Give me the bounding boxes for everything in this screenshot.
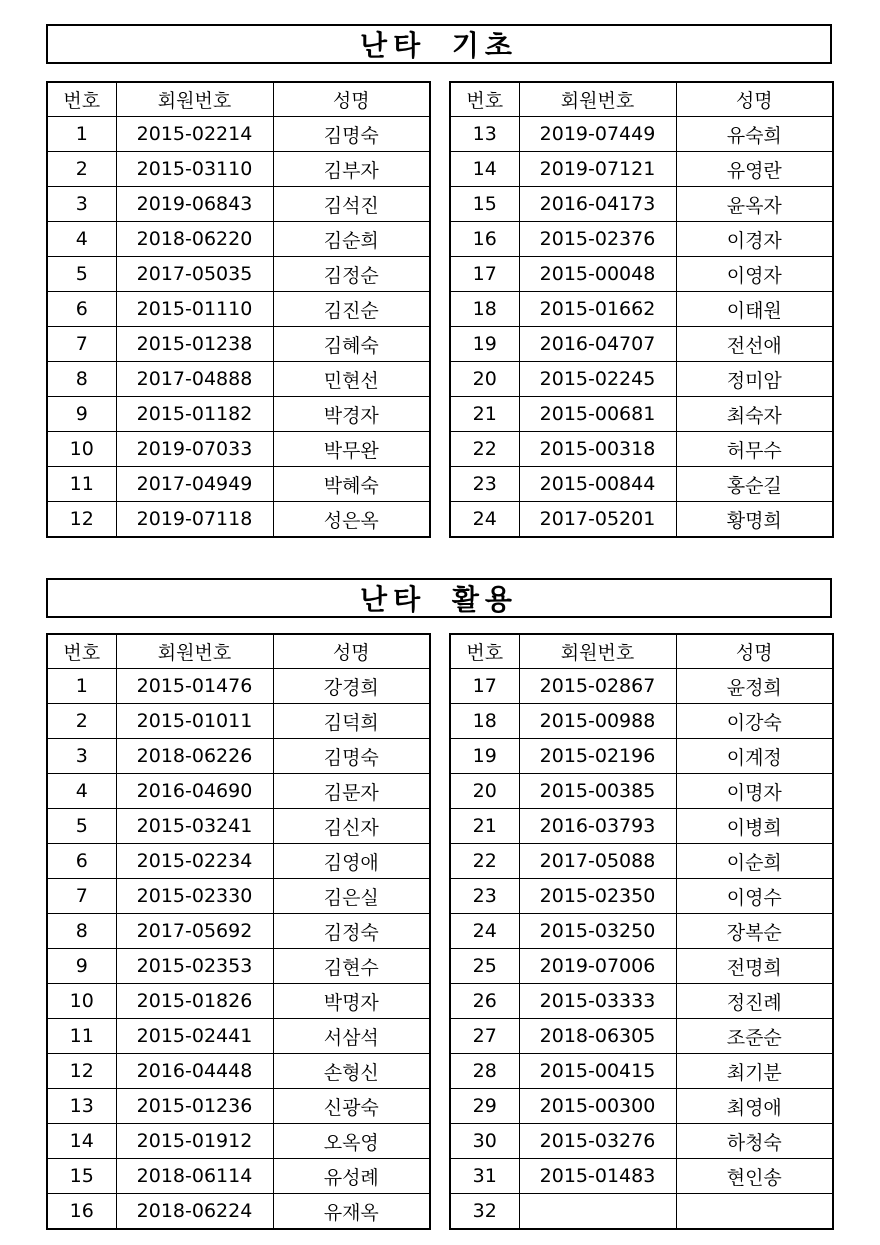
cell-name: 이영자	[676, 257, 833, 292]
cell-no: 14	[47, 1124, 116, 1159]
table-row	[47, 1054, 430, 1089]
cell-no: 13	[47, 1089, 116, 1124]
cell-name: 민현선	[273, 362, 430, 397]
cell-no: 7	[47, 879, 116, 914]
cell-no: 3	[47, 187, 116, 222]
cell-no: 19	[450, 739, 519, 774]
cell-name: 김명숙	[273, 117, 430, 152]
header-no: 번호	[450, 634, 519, 669]
cell-name: 김정순	[273, 257, 430, 292]
cell-name: 김문자	[273, 774, 430, 809]
cell-no: 29	[450, 1089, 519, 1124]
table-row	[450, 1054, 833, 1089]
cell-name: 김현수	[273, 949, 430, 984]
cell-name: 윤옥자	[676, 187, 833, 222]
cell-member-id: 2015-01662	[519, 292, 676, 327]
cell-name: 전선애	[676, 327, 833, 362]
cell-member-id: 2015-00415	[519, 1054, 676, 1089]
cell-name: 이영수	[676, 879, 833, 914]
cell-member-id: 2019-07006	[519, 949, 676, 984]
cell-member-id: 2016-03793	[519, 809, 676, 844]
table-row	[47, 1089, 430, 1124]
cell-name: 최영애	[676, 1089, 833, 1124]
cell-no: 2	[47, 704, 116, 739]
header-member-id: 회원번호	[519, 634, 676, 669]
cell-member-id: 2015-01483	[519, 1159, 676, 1194]
cell-member-id: 2015-02196	[519, 739, 676, 774]
cell-member-id: 2018-06226	[116, 739, 273, 774]
table-row	[450, 1194, 833, 1230]
table-row	[450, 397, 833, 432]
cell-member-id: 2015-02376	[519, 222, 676, 257]
table-row	[47, 704, 430, 739]
header-name: 성명	[676, 82, 833, 117]
table-row	[450, 914, 833, 949]
cell-no: 4	[47, 774, 116, 809]
cell-no: 15	[47, 1159, 116, 1194]
cell-name: 강경희	[273, 669, 430, 704]
cell-no: 25	[450, 949, 519, 984]
cell-name: 전명희	[676, 949, 833, 984]
table-row	[47, 362, 430, 397]
cell-member-id: 2015-03250	[519, 914, 676, 949]
table-row	[47, 257, 430, 292]
table-row	[450, 117, 833, 152]
roster-table-basic-right	[449, 81, 834, 538]
cell-member-id: 2015-01826	[116, 984, 273, 1019]
table-row	[450, 432, 833, 467]
cell-member-id: 2015-00318	[519, 432, 676, 467]
table-row	[47, 914, 430, 949]
cell-name: 김혜숙	[273, 327, 430, 362]
cell-member-id: 2015-01912	[116, 1124, 273, 1159]
cell-member-id: 2016-04690	[116, 774, 273, 809]
cell-no: 22	[450, 844, 519, 879]
cell-member-id: 2015-02441	[116, 1019, 273, 1054]
cell-no: 28	[450, 1054, 519, 1089]
table-row	[450, 809, 833, 844]
table-row	[47, 669, 430, 704]
cell-member-id: 2015-02353	[116, 949, 273, 984]
table-row	[450, 502, 833, 538]
header-member-id: 회원번호	[116, 82, 273, 117]
cell-name: 황명희	[676, 502, 833, 538]
cell-name: 이순희	[676, 844, 833, 879]
header-member-id: 회원번호	[116, 634, 273, 669]
cell-no: 17	[450, 669, 519, 704]
cell-no: 23	[450, 879, 519, 914]
header-name: 성명	[273, 82, 430, 117]
cell-name: 장복순	[676, 914, 833, 949]
cell-name: 손형신	[273, 1054, 430, 1089]
cell-no: 27	[450, 1019, 519, 1054]
cell-no: 7	[47, 327, 116, 362]
cell-member-id: 2015-02214	[116, 117, 273, 152]
cell-no: 22	[450, 432, 519, 467]
cell-no: 16	[47, 1194, 116, 1230]
header-name: 성명	[676, 634, 833, 669]
cell-member-id: 2015-01182	[116, 397, 273, 432]
cell-member-id: 2015-03276	[519, 1124, 676, 1159]
cell-no: 10	[47, 984, 116, 1019]
cell-member-id: 2018-06224	[116, 1194, 273, 1230]
cell-no: 4	[47, 222, 116, 257]
cell-no: 6	[47, 844, 116, 879]
header-member-id: 회원번호	[519, 82, 676, 117]
header-no: 번호	[47, 82, 116, 117]
table-row	[47, 1194, 430, 1230]
cell-no: 32	[450, 1194, 519, 1230]
cell-name: 윤정희	[676, 669, 833, 704]
cell-member-id: 2019-06843	[116, 187, 273, 222]
cell-no: 12	[47, 502, 116, 538]
table-row	[450, 327, 833, 362]
table-row	[47, 432, 430, 467]
table-row	[450, 467, 833, 502]
cell-no: 18	[450, 292, 519, 327]
cell-name: 박경자	[273, 397, 430, 432]
cell-member-id: 2015-00048	[519, 257, 676, 292]
header-name: 성명	[273, 634, 430, 669]
cell-no: 21	[450, 809, 519, 844]
cell-member-id: 2015-03110	[116, 152, 273, 187]
cell-no: 20	[450, 774, 519, 809]
cell-name: 허무수	[676, 432, 833, 467]
cell-name: 김덕희	[273, 704, 430, 739]
cell-member-id: 2017-04949	[116, 467, 273, 502]
cell-no: 8	[47, 362, 116, 397]
table-row	[450, 1159, 833, 1194]
cell-name: 박명자	[273, 984, 430, 1019]
cell-member-id: 2015-03333	[519, 984, 676, 1019]
roster-table-basic-left	[46, 81, 431, 538]
cell-name: 이병희	[676, 809, 833, 844]
table-row	[47, 292, 430, 327]
cell-no: 19	[450, 327, 519, 362]
cell-no: 10	[47, 432, 116, 467]
cell-member-id: 2019-07118	[116, 502, 273, 538]
cell-member-id: 2015-01110	[116, 292, 273, 327]
cell-name: 정진례	[676, 984, 833, 1019]
header-no: 번호	[450, 82, 519, 117]
cell-no: 13	[450, 117, 519, 152]
cell-member-id: 2017-04888	[116, 362, 273, 397]
table-row	[450, 187, 833, 222]
table-row	[47, 467, 430, 502]
cell-member-id: 2018-06220	[116, 222, 273, 257]
cell-name: 오옥영	[273, 1124, 430, 1159]
cell-member-id: 2015-02330	[116, 879, 273, 914]
cell-no: 2	[47, 152, 116, 187]
cell-member-id: 2019-07033	[116, 432, 273, 467]
table-row	[450, 1019, 833, 1054]
table-row	[47, 1124, 430, 1159]
cell-name: 김영애	[273, 844, 430, 879]
cell-name: 김순희	[273, 222, 430, 257]
cell-no: 6	[47, 292, 116, 327]
cell-member-id: 2015-02234	[116, 844, 273, 879]
cell-name: 성은옥	[273, 502, 430, 538]
cell-no: 11	[47, 467, 116, 502]
table-row	[450, 669, 833, 704]
table-row	[450, 222, 833, 257]
table-row	[47, 774, 430, 809]
table-row	[47, 117, 430, 152]
cell-member-id: 2019-07449	[519, 117, 676, 152]
cell-name	[676, 1194, 833, 1230]
cell-member-id: 2017-05035	[116, 257, 273, 292]
cell-no: 16	[450, 222, 519, 257]
cell-name: 이강숙	[676, 704, 833, 739]
cell-no: 31	[450, 1159, 519, 1194]
cell-no: 9	[47, 397, 116, 432]
table-row	[450, 1089, 833, 1124]
cell-member-id: 2019-07121	[519, 152, 676, 187]
table-row	[47, 502, 430, 538]
table-row	[450, 292, 833, 327]
table-row	[450, 949, 833, 984]
table-row	[450, 984, 833, 1019]
cell-no: 24	[450, 914, 519, 949]
cell-name: 유영란	[676, 152, 833, 187]
cell-no: 23	[450, 467, 519, 502]
table-row	[47, 397, 430, 432]
cell-name: 김석진	[273, 187, 430, 222]
cell-name: 김진순	[273, 292, 430, 327]
table-row	[47, 222, 430, 257]
table-row	[47, 152, 430, 187]
cell-no: 18	[450, 704, 519, 739]
cell-name: 정미암	[676, 362, 833, 397]
table-row	[47, 984, 430, 1019]
cell-member-id: 2015-00988	[519, 704, 676, 739]
cell-no: 1	[47, 117, 116, 152]
roster-table-applied-left	[46, 633, 431, 1230]
cell-no: 21	[450, 397, 519, 432]
table-row	[450, 879, 833, 914]
cell-member-id: 2015-02245	[519, 362, 676, 397]
cell-member-id: 2015-00681	[519, 397, 676, 432]
cell-member-id: 2015-00385	[519, 774, 676, 809]
cell-name: 김은실	[273, 879, 430, 914]
cell-no: 30	[450, 1124, 519, 1159]
table-row	[450, 1124, 833, 1159]
table-row	[47, 844, 430, 879]
section-title-applied: 난타 활용	[46, 578, 832, 618]
cell-no: 14	[450, 152, 519, 187]
cell-member-id: 2016-04707	[519, 327, 676, 362]
table-row	[47, 809, 430, 844]
cell-member-id: 2017-05692	[116, 914, 273, 949]
cell-name: 현인송	[676, 1159, 833, 1194]
cell-name: 서삼석	[273, 1019, 430, 1054]
table-row	[47, 1159, 430, 1194]
cell-no: 15	[450, 187, 519, 222]
cell-no: 12	[47, 1054, 116, 1089]
cell-member-id: 2017-05201	[519, 502, 676, 538]
cell-name: 조준순	[676, 1019, 833, 1054]
cell-name: 박혜숙	[273, 467, 430, 502]
table-row	[450, 774, 833, 809]
table-row	[47, 187, 430, 222]
cell-no: 1	[47, 669, 116, 704]
cell-name: 신광숙	[273, 1089, 430, 1124]
cell-name: 김정숙	[273, 914, 430, 949]
cell-name: 김명숙	[273, 739, 430, 774]
cell-name: 최기분	[676, 1054, 833, 1089]
cell-name: 유숙희	[676, 117, 833, 152]
cell-member-id	[519, 1194, 676, 1230]
table-row	[450, 362, 833, 397]
cell-name: 홍순길	[676, 467, 833, 502]
cell-member-id: 2015-01476	[116, 669, 273, 704]
table-row	[47, 327, 430, 362]
roster-table-applied-right	[449, 633, 834, 1230]
table-row	[450, 739, 833, 774]
cell-name: 이계정	[676, 739, 833, 774]
section-title-basic: 난타 기초	[46, 24, 832, 64]
cell-member-id: 2015-01236	[116, 1089, 273, 1124]
cell-name: 유재옥	[273, 1194, 430, 1230]
cell-name: 박무완	[273, 432, 430, 467]
cell-member-id: 2016-04448	[116, 1054, 273, 1089]
cell-name: 김부자	[273, 152, 430, 187]
table-row	[450, 152, 833, 187]
cell-name: 이명자	[676, 774, 833, 809]
cell-name: 유성례	[273, 1159, 430, 1194]
cell-member-id: 2015-02350	[519, 879, 676, 914]
cell-no: 24	[450, 502, 519, 538]
header-no: 번호	[47, 634, 116, 669]
cell-member-id: 2015-00844	[519, 467, 676, 502]
cell-no: 26	[450, 984, 519, 1019]
cell-member-id: 2015-01238	[116, 327, 273, 362]
cell-member-id: 2018-06305	[519, 1019, 676, 1054]
cell-no: 17	[450, 257, 519, 292]
cell-member-id: 2015-01011	[116, 704, 273, 739]
cell-no: 5	[47, 257, 116, 292]
cell-name: 이경자	[676, 222, 833, 257]
cell-no: 9	[47, 949, 116, 984]
cell-no: 8	[47, 914, 116, 949]
table-row	[47, 739, 430, 774]
cell-no: 11	[47, 1019, 116, 1054]
cell-member-id: 2015-00300	[519, 1089, 676, 1124]
cell-name: 이태원	[676, 292, 833, 327]
cell-name: 하청숙	[676, 1124, 833, 1159]
table-row	[450, 257, 833, 292]
table-row	[450, 844, 833, 879]
table-row	[47, 879, 430, 914]
cell-no: 5	[47, 809, 116, 844]
cell-name: 김신자	[273, 809, 430, 844]
cell-member-id: 2016-04173	[519, 187, 676, 222]
cell-member-id: 2015-02867	[519, 669, 676, 704]
cell-name: 최숙자	[676, 397, 833, 432]
cell-member-id: 2017-05088	[519, 844, 676, 879]
cell-member-id: 2015-03241	[116, 809, 273, 844]
cell-member-id: 2018-06114	[116, 1159, 273, 1194]
cell-no: 20	[450, 362, 519, 397]
table-row	[450, 704, 833, 739]
cell-no: 3	[47, 739, 116, 774]
table-row	[47, 1019, 430, 1054]
table-row	[47, 949, 430, 984]
